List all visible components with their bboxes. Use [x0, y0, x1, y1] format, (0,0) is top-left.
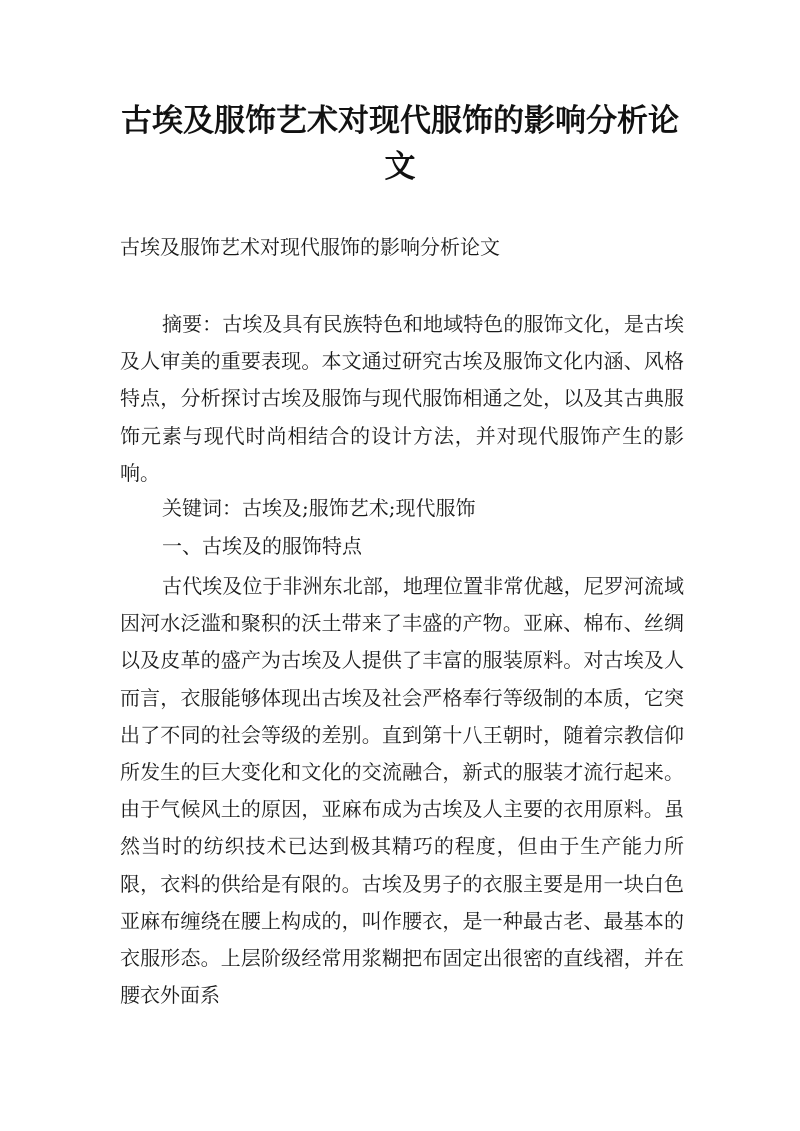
keywords-line: 关键词：古埃及;服饰艺术;现代服饰	[162, 496, 476, 520]
document-title: 古埃及服饰艺术对现代服饰的影响分析论文	[121, 103, 679, 185]
body-paragraph: 古代埃及位于非洲东北部，地理位置非常优越，尼罗河流域因河水泛滥和聚积的沃土带来了丰盛的产物。亚麻、棉布、丝绸以及皮革的盛产为古埃及人提供了丰富的服装原料。对古埃及人而言，衣服能够体现出古埃及社会严格奉行等级制的本质，它突出了不同的社会等级的差别。直到第十八王朝时，随着宗教信仰所发生的巨大变化和文化的交流融合，新式的服装才流行起来。由于气候风土的原因，亚麻布成为古埃及人主要的衣用原料。虽然当时的纺织技术已达到极其精巧的程度，但由于生产能力所限，衣料的供给是有限的。古埃及男子的衣服主要是用一块白色亚麻布缠绕在腰上构成的，叫作腰衣，是一种最古老、最基本的衣服形态。上层阶级经常用浆糊把布固定出很密的直线褶，并在腰衣外面系	[120, 574, 684, 1008]
section-heading: 一、古埃及的服饰特点	[162, 534, 362, 558]
document-subtitle: 古埃及服饰艺术对现代服饰的影响分析论文	[120, 235, 500, 259]
abstract-paragraph: 摘要：古埃及具有民族特色和地域特色的服饰文化，是古埃及人审美的重要表现。本文通过研究古埃及服饰文化内涵、风格特点，分析探讨古埃及服饰与现代服饰相通之处，以及其古典服饰元素与现代时尚相结合的设计方法，并对现代服饰产生的影响。	[120, 312, 684, 485]
